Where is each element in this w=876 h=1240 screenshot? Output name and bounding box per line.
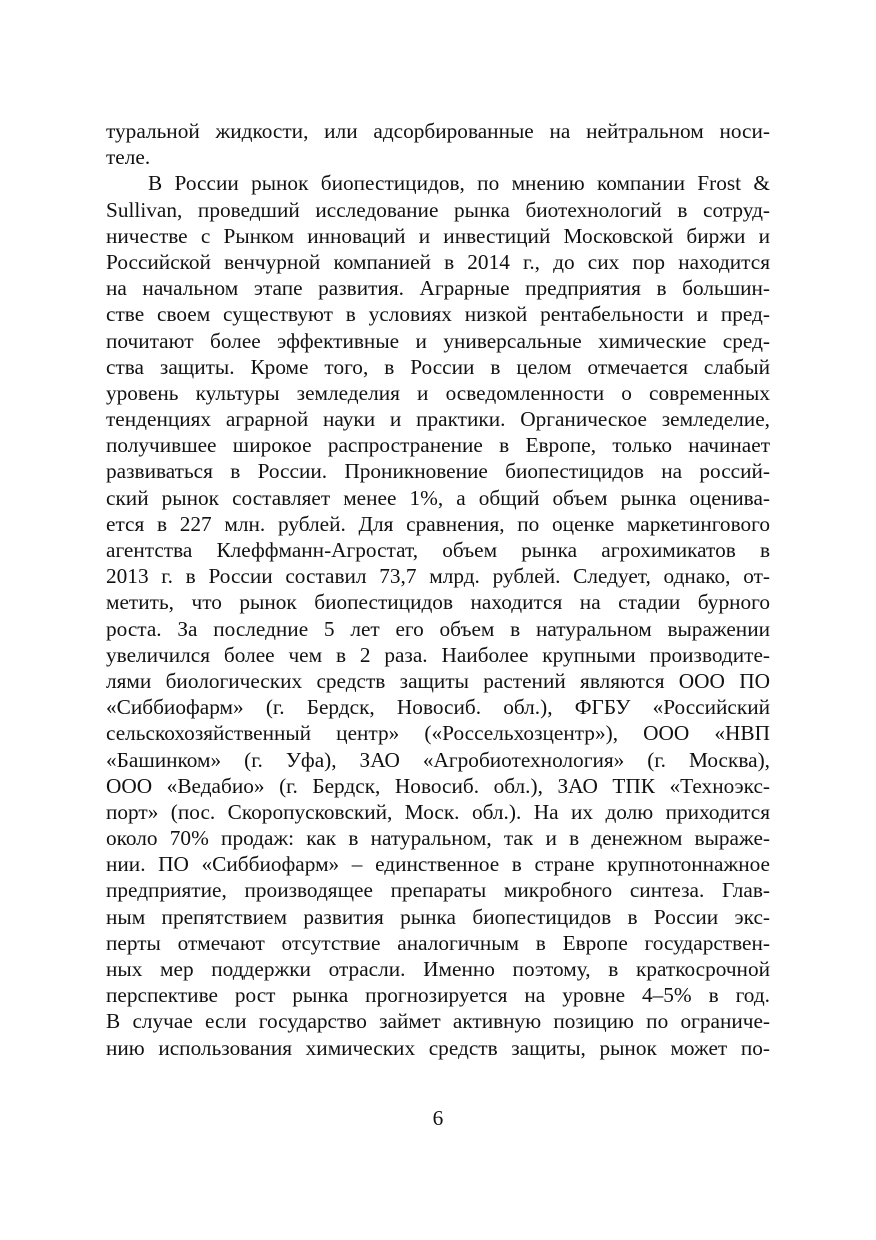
text-line: почитают более эффективные и универсальные химические сред- [106,328,770,353]
text-line: «Сиббиофарм» (г. Бердск, Новосиб. обл.), ФГБУ «Российский [106,695,770,720]
text-line: ский рынок составляет менее 1%, а общий объем рынка оценива- [106,485,770,510]
text-line: «Башинком» (г. Уфа), ЗАО «Агробиотехнология» (г. Москва), [106,747,770,772]
text-line: роста. За последние 5 лет его объем в натуральном выражении [106,616,770,641]
text-line: В России рынок биопестицидов, по мнению компании Frost & [148,171,770,196]
text-line: ООО «Ведабио» (г. Бердск, Новосиб. обл.), ЗАО ТПК «Техноэкс- [106,773,770,798]
text-line: ничестве с Рынком инноваций и инвестиций Московской биржи и [106,223,770,248]
text-line: В случае если государство займет активную позицию по ограниче- [106,1009,770,1034]
text-line: Sullivan, проведший исследование рынка биотехнологий в сотруд- [106,197,770,222]
text-line: сельскохозяйственный центр» («Россельхозцентр»), ООО «НВП [106,721,770,746]
text-line: туральной жидкости, или адсорбированные на нейтральном носи- [106,119,770,143]
text-line: перспективе рост рынка прогнозируется на уровне 4–5% в год. [106,983,770,1008]
text-line: ется в 227 млн. рублей. Для сравнения, по оценке маркетингового [106,511,770,536]
text-line: теле. [106,145,151,170]
page-number: 6 [432,1106,444,1130]
text-line: около 70% продаж: как в натуральном, так и в денежном выраже- [106,826,770,851]
text-line: на начальном этапе развития. Аграрные предприятия в большин- [106,276,770,301]
text-line: порт» (пос. Скоропусковский, Моск. обл.). На их долю приходится [106,799,770,824]
text-line: уровень культуры земледелия и осведомленности о современных [106,380,770,405]
body-text [106,118,770,1061]
text-line: стве своем существуют в условиях низкой рентабельности и пред- [106,302,770,327]
text-line: перты отмечают отсутствие аналогичным в Европе государствен- [106,930,770,955]
text-line: 2013 г. в России составил 73,7 млрд. рублей. Следует, однако, от- [106,564,770,589]
paragraph-2 [106,170,770,1060]
text-line: нию использования химических средств защиты, рынок может по- [106,1035,770,1060]
text-line: тенденциях аграрной науки и практики. Органическое земледелие, [106,407,770,432]
text-line: метить, что рынок биопестицидов находится на стадии бурного [106,590,770,615]
text-line: ным препятствием развития рынка биопестицидов в России экс- [106,904,770,929]
paragraph-1 [106,118,770,170]
text-line: ства защиты. Кроме того, в России в целом отмечается слабый [106,354,770,379]
text-line: Российской венчурной компанией в 2014 г., до сих пор находится [106,249,770,274]
text-line: получившее широкое распространение в Европе, только начинает [106,433,770,458]
text-line: агентства Клеффманн-Агростат, объем рынка агрохимикатов в [106,538,770,562]
text-line: предприятие, производящее препараты микробного синтеза. Глав- [106,878,770,903]
text-line: нии. ПО «Сиббиофарм» – единственное в стране крупнотоннажное [106,852,770,877]
text-line: лями биологических средств защиты растений являются ООО ПО [106,668,770,693]
text-line: развиваться в России. Проникновение биопестицидов на россий- [106,459,770,484]
text-line: увеличился более чем в 2 раза. Наиболее крупными производите- [106,642,770,667]
text-line: ных мер поддержки отрасли. Именно поэтому, в краткосрочной [106,957,770,981]
